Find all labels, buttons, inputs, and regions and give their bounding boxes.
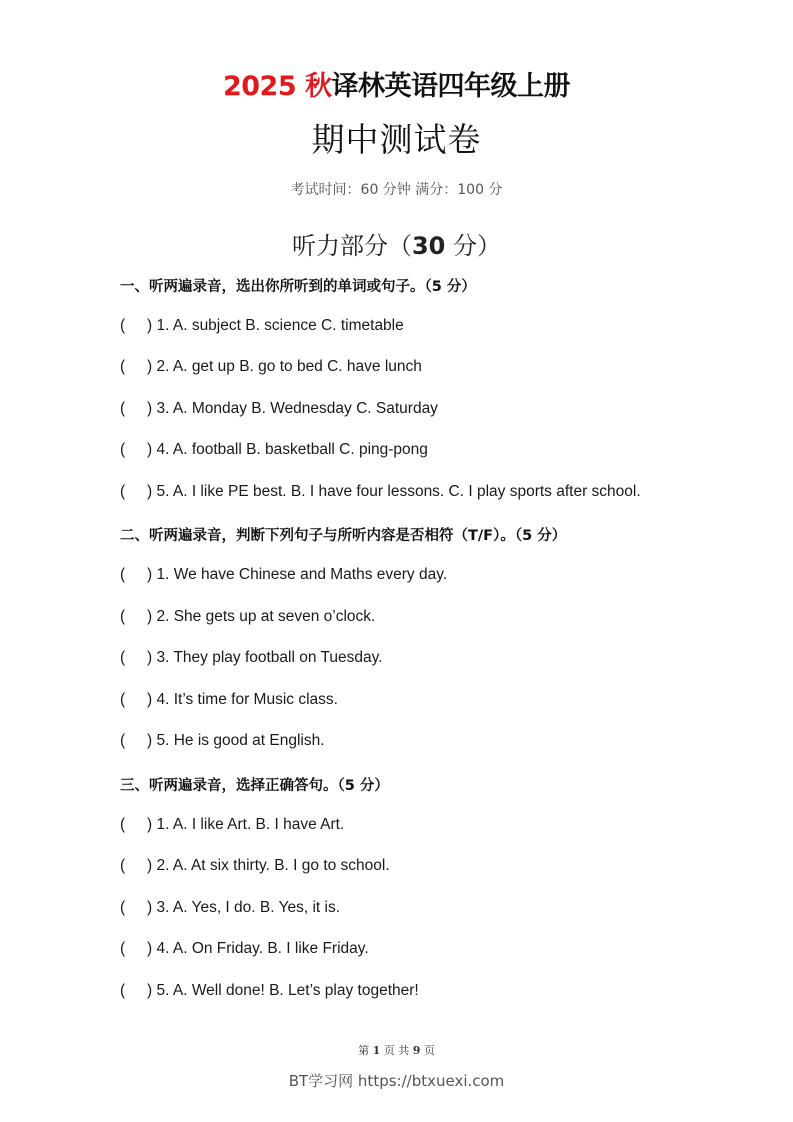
part-3-heading bbox=[120, 774, 389, 795]
answer-blank-close: ) bbox=[147, 691, 153, 708]
section-title-prefix: 听力部分（ bbox=[291, 232, 412, 260]
question-item bbox=[120, 400, 438, 418]
answer-blank-close: ) bbox=[147, 899, 153, 916]
answer-blank[interactable]: ( bbox=[120, 857, 126, 874]
part-3-heading-text: 三、听两遍录音，选择正确答句。（ bbox=[120, 777, 345, 794]
part-3-points: 5 bbox=[344, 778, 355, 794]
part-1-points: 5 bbox=[431, 279, 442, 295]
answer-blank[interactable]: ( bbox=[120, 358, 126, 375]
question-text: 2. A. get up B. go to bed C. have lunch bbox=[156, 358, 422, 375]
question-item bbox=[120, 358, 422, 376]
page-number: 第 1 页 共 9 页 bbox=[358, 1044, 435, 1057]
question-item bbox=[120, 732, 325, 750]
question-text: 4. A. football B. basketball C. ping-pong bbox=[156, 441, 428, 458]
answer-blank[interactable]: ( bbox=[120, 816, 126, 833]
answer-blank[interactable]: ( bbox=[120, 899, 126, 916]
question-text: 5. A. I like PE best. B. I have four lessons. C. I play sports after school. bbox=[156, 483, 641, 500]
answer-blank-close: ) bbox=[147, 441, 153, 458]
question-text: 3. They play football on Tuesday. bbox=[156, 649, 383, 666]
part-2-heading-mid: ）。（ bbox=[493, 527, 523, 544]
question-item bbox=[120, 566, 447, 584]
answer-blank-close: ) bbox=[147, 732, 153, 749]
answer-blank[interactable]: ( bbox=[120, 940, 126, 957]
answer-blank[interactable]: ( bbox=[120, 691, 126, 708]
answer-blank[interactable]: ( bbox=[120, 317, 126, 334]
question-text: 5. A. Well done! B. Let’s play together! bbox=[156, 982, 419, 999]
question-item bbox=[120, 691, 338, 709]
question-text: 2. She gets up at seven o’clock. bbox=[156, 608, 376, 625]
question-text: 1. A. I like Art. B. I have Art. bbox=[156, 816, 345, 833]
question-text: 1. A. subject B. science C. timetable bbox=[156, 317, 404, 334]
question-text: 3. A. Yes, I do. B. Yes, it is. bbox=[156, 899, 341, 916]
answer-blank-close: ) bbox=[147, 358, 153, 375]
section-points: 30 bbox=[411, 232, 446, 260]
question-item bbox=[120, 816, 344, 834]
exam-info: 考试时间：60 分钟 满分：100 分 bbox=[290, 182, 503, 198]
part-1-heading-text: 一、听两遍录音，选出你所听到的单词或句子。（ bbox=[120, 278, 432, 295]
answer-blank-close: ) bbox=[147, 400, 153, 417]
question-text: 5. He is good at English. bbox=[156, 732, 325, 749]
answer-blank-close: ) bbox=[147, 816, 153, 833]
question-item bbox=[120, 940, 369, 958]
answer-blank[interactable]: ( bbox=[120, 732, 126, 749]
section-title-suffix: 分） bbox=[445, 232, 502, 260]
answer-blank-close: ) bbox=[147, 317, 153, 334]
title-rest: 译林英语四年级上册 bbox=[331, 71, 571, 102]
question-item bbox=[120, 899, 340, 917]
question-text: 2. A. At six thirty. B. I go to school. bbox=[156, 857, 390, 874]
section-title bbox=[0, 226, 793, 261]
part-2-heading-suffix: 分） bbox=[532, 527, 567, 544]
answer-blank[interactable]: ( bbox=[120, 400, 126, 417]
question-item bbox=[120, 857, 390, 875]
question-text: 3. A. Monday B. Wednesday C. Saturday bbox=[156, 400, 438, 417]
answer-blank[interactable]: ( bbox=[120, 649, 126, 666]
answer-blank[interactable]: ( bbox=[120, 982, 126, 999]
question-item bbox=[120, 982, 419, 1000]
document-title bbox=[0, 64, 793, 103]
part-3-heading-suffix: 分） bbox=[354, 777, 389, 794]
question-item bbox=[120, 441, 428, 459]
question-text: 1. We have Chinese and Maths every day. bbox=[156, 566, 448, 583]
answer-blank-close: ) bbox=[147, 566, 153, 583]
site-watermark: BT学习网 https://btxuexi.com bbox=[288, 1072, 505, 1090]
answer-blank[interactable]: ( bbox=[120, 608, 126, 625]
part-1-heading-suffix: 分） bbox=[441, 278, 476, 295]
part-1-heading bbox=[120, 275, 476, 296]
question-item bbox=[120, 483, 641, 501]
current-page: 1 bbox=[372, 1044, 381, 1057]
title-year: 2025 秋 bbox=[222, 71, 332, 102]
answer-blank-close: ) bbox=[147, 608, 153, 625]
question-item bbox=[120, 608, 375, 626]
total-pages: 9 bbox=[412, 1044, 421, 1057]
part-2-points: 5 bbox=[522, 528, 533, 544]
part-2-tf: T/F bbox=[468, 528, 494, 544]
document-subtitle: 期中测试卷 bbox=[311, 120, 482, 159]
answer-blank-close: ) bbox=[147, 940, 153, 957]
answer-blank-close: ) bbox=[147, 483, 153, 500]
question-item bbox=[120, 649, 383, 667]
answer-blank-close: ) bbox=[147, 982, 153, 999]
answer-blank-close: ) bbox=[147, 649, 153, 666]
answer-blank[interactable]: ( bbox=[120, 441, 126, 458]
question-item bbox=[120, 317, 404, 335]
answer-blank[interactable]: ( bbox=[120, 483, 126, 500]
part-2-heading bbox=[120, 524, 566, 545]
question-text: 4. A. On Friday. B. I like Friday. bbox=[156, 940, 369, 957]
answer-blank[interactable]: ( bbox=[120, 566, 126, 583]
answer-blank-close: ) bbox=[147, 857, 153, 874]
question-text: 4. It’s time for Music class. bbox=[156, 691, 338, 708]
part-2-heading-text: 二、听两遍录音，判断下列句子与所听内容是否相符（ bbox=[120, 527, 468, 544]
